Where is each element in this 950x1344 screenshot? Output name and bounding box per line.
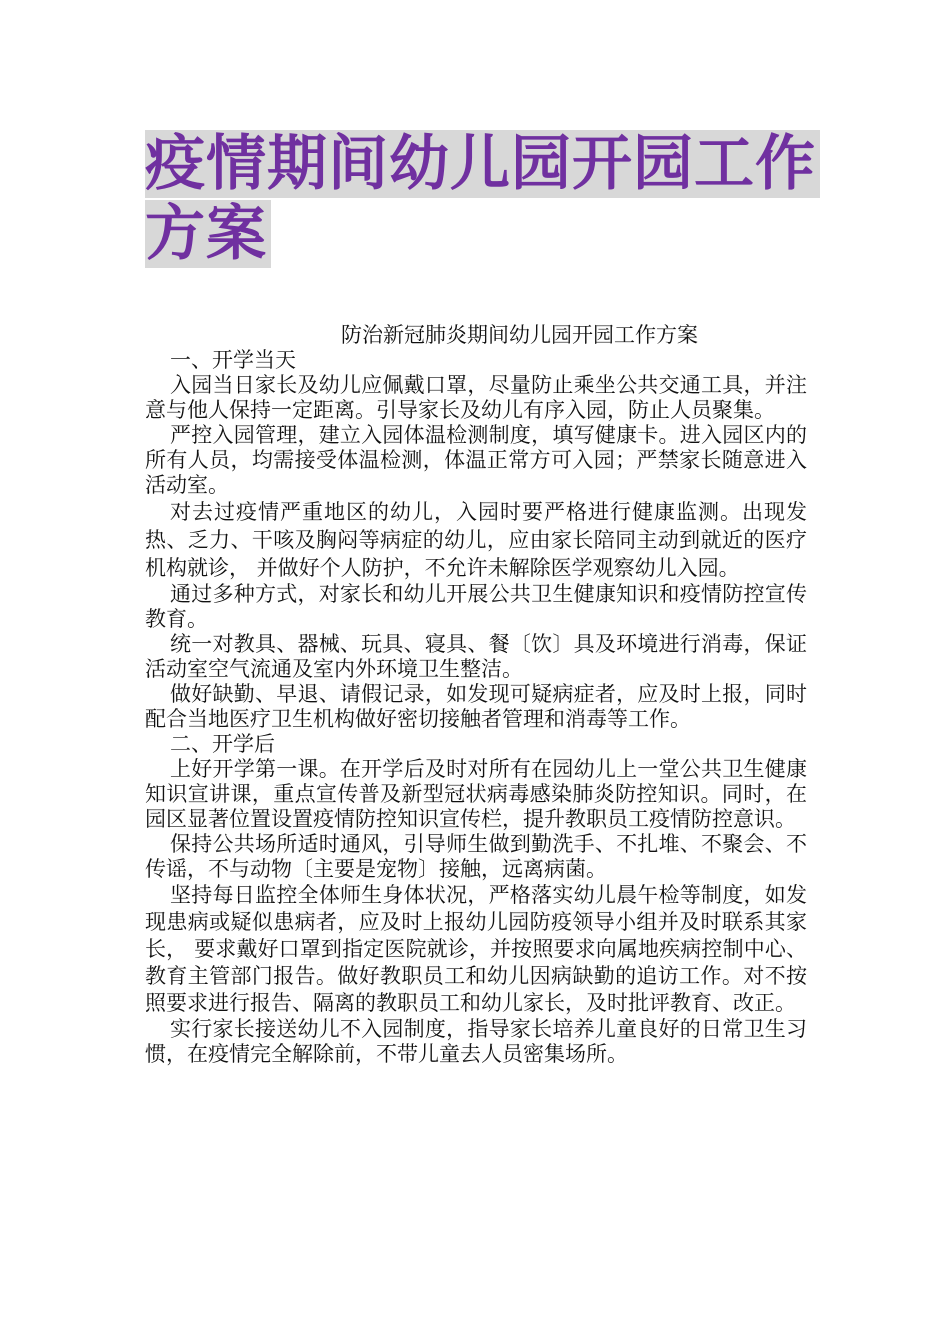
document-body <box>145 348 807 1067</box>
paragraph: 严控入园管理，建立入园体温检测制度，填写健康卡。进入园区内的所有人员，均需接受体温检测，体温正常方可入园；严禁家长随意进入活动室。 <box>145 423 807 497</box>
paragraph: 实行家长接送幼儿不入园制度，指导家长培养儿童良好的日常卫生习惯，在疫情完全解除前，不带儿童去人员密集场所。 <box>145 1017 807 1066</box>
paragraph: 统一对教具、器械、玩具、寝具、餐〔饮〕具及环境进行消毒，保证活动室空气流通及室内外环境卫生整洁。 <box>145 632 807 681</box>
document-title-line-2: 方案 <box>145 200 271 268</box>
paragraph: 上好开学第一课。在开学后及时对所有在园幼儿上一堂公共卫生健康知识宣讲课，重点宣传普及新型冠状病毒感染肺炎防控知识。同时，在园区显著位置设置疫情防控知识宣传栏，提升教职员工疫情防控意识。 <box>145 757 807 831</box>
section-heading-1: 一、开学当天 <box>170 348 296 372</box>
document-subtitle: 防治新冠肺炎期间幼儿园开园工作方案 <box>341 323 698 347</box>
paragraph: 做好缺勤、早退、请假记录，如发现可疑病症者，应及时上报，同时配合当地医疗卫生机构做好密切接触者管理和消毒等工作。 <box>145 682 807 731</box>
document-title-line-1: 疫情期间幼儿园开园工作 <box>145 130 820 198</box>
paragraph: 通过多种方式，对家长和幼儿开展公共卫生健康知识和疫情防控宣传教育。 <box>145 582 807 631</box>
paragraph: 保持公共场所适时通风，引导师生做到勤洗手、不扎堆、不聚会、不传谣，不与动物〔主要是宠物〕接触，远离病菌。 <box>145 832 807 881</box>
paragraph: 对去过疫情严重地区的幼儿，入园时要严格进行健康监测。出现发热、乏力、干咳及胸闷等病症的幼儿，应由家长陪同主动到就近的医疗机构就诊， 并做好个人防护，不允许未解除医学观察幼儿入园。 <box>145 500 807 580</box>
paragraph: 入园当日家长及幼儿应佩戴口罩，尽量防止乘坐公共交通工具，并注意与他人保持一定距离。引导家长及幼儿有序入园，防止人员聚集。 <box>145 373 807 422</box>
paragraph: 坚持每日监控全体师生身体状况，严格落实幼儿晨午检等制度，如发现患病或疑似患病者，应及时上报幼儿园防疫领导小组并及时联系其家长， 要求戴好口罩到指定医院就诊，并按照要求向属地疾病控制中心、教育主管部门报告。做好教职员工和幼儿因病缺勤的追访工作。对不按照要求进行报告、隔离的教职员工和幼儿家长，及时批评教育、改正。 <box>145 883 807 1015</box>
section-heading-2: 二、开学后 <box>170 732 275 756</box>
